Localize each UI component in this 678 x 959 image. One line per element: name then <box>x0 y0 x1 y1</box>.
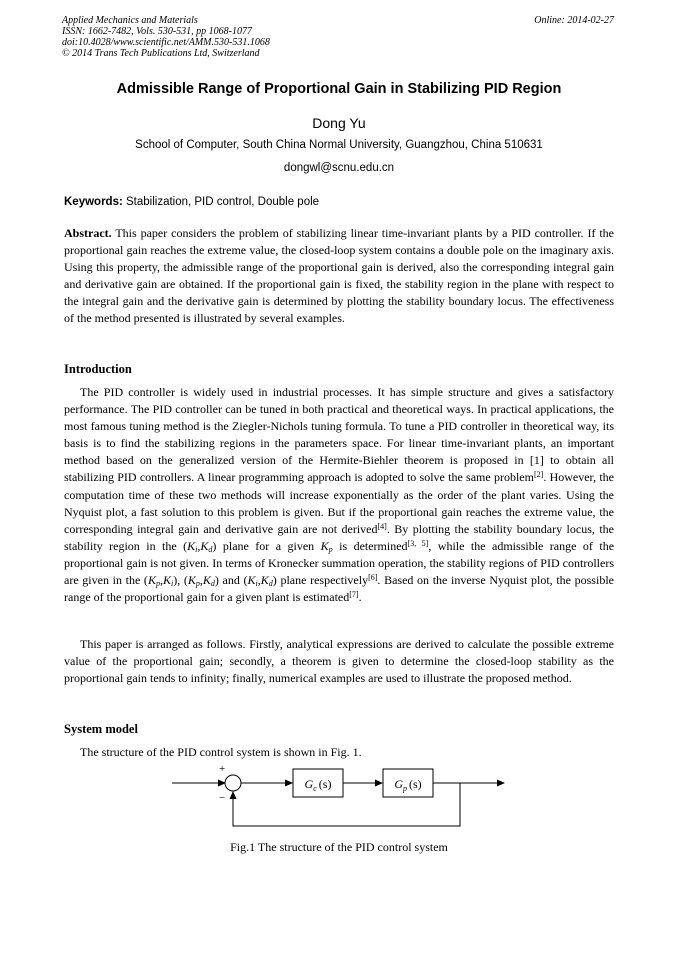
symbol: , <box>199 573 203 588</box>
summing-junction <box>225 775 241 791</box>
author-name: Dong Yu <box>312 115 366 131</box>
symbol: p <box>155 579 160 589</box>
keywords <box>64 196 319 208</box>
keywords-text: Stabilization, PID control, Double pole <box>122 196 320 208</box>
controller-subscript: c <box>313 784 317 793</box>
intro-text: . By plotting the stability boundary locus, the stability region in the ( <box>64 521 614 553</box>
symbol: K <box>260 573 269 588</box>
issn-line: ISSN: 1662-7482, Vols. 530-531, pp 1068-1077 <box>62 26 252 37</box>
symbol: K <box>320 538 329 553</box>
intro-text: ) and ( <box>214 573 248 588</box>
affiliation: School of Computer, South China Normal University, Guangzhou, China 510631 <box>135 139 543 151</box>
symbol: K <box>202 573 211 588</box>
journal-name: Applied Mechanics and Materials <box>62 15 198 26</box>
symbol: , <box>159 573 163 588</box>
figure-caption: Fig.1 The structure of the PID control system <box>230 840 448 854</box>
citation: [7] <box>349 590 359 600</box>
intro-text: , while the admissible range of the proportional gain is not given. In terms of Kronecker summation operation, the stability regions of PID controllers are given in the ( <box>64 538 615 588</box>
symbol: d <box>268 579 273 589</box>
intro-text: ) plane for a given <box>212 538 321 553</box>
paper-title: Admissible Range of Proportional Gain in Stabilizing PID Region <box>116 81 562 97</box>
symbol: d <box>208 544 213 554</box>
intro-text: ) plane respectively <box>272 573 369 588</box>
plant-symbol: G <box>394 777 403 791</box>
intro-text: . Based on the inverse Nyquist plot, the possible range of the proportional gain for a given plant is estimated <box>64 573 614 605</box>
symbol: K <box>247 573 256 588</box>
doi-line: doi:10.4028/www.scientific.net/AMM.530-531.1068 <box>62 37 270 48</box>
copyright-line: © 2014 Trans Tech Publications Ltd, Switzerland <box>62 48 260 59</box>
symbol: p <box>328 544 333 554</box>
symbol: K <box>187 538 196 553</box>
intro-text: . However, the computation time of these two methods will increase exponentially as the order of the plant varies. Using the Nyquist plot, a fast solution to this problem is given. But if the proportional gain reaches the extreme value, the corresponding integral gain and derivative gain are not derived <box>64 470 614 536</box>
journal-meta <box>62 15 270 59</box>
controller-symbol: G <box>304 777 314 791</box>
introduction-paragraph-2: This paper is arranged as follows. Firstly, analytical expressions are derived to calculate the possible extreme value of the proportional gain; secondly, a theorem is given to determine the closed-loop stability as the proportional gain tends to infinity; finally, numerical examples are used to illustrate the proposed method. <box>64 637 614 686</box>
symbol: , <box>257 573 261 588</box>
symbol: d <box>210 579 215 589</box>
introduction-heading: Introduction <box>64 362 132 376</box>
keywords-label: Keywords: <box>64 196 123 208</box>
intro-text: . <box>358 590 362 605</box>
plant-subscript: p <box>403 784 407 793</box>
plant-block <box>383 769 433 797</box>
minus-sign: − <box>219 792 226 804</box>
symbol: , <box>197 538 201 553</box>
pid-block-diagram <box>170 760 510 832</box>
citation: [3, 5] <box>407 538 429 548</box>
citation: [4] <box>377 521 387 531</box>
symbol: i <box>170 579 174 589</box>
author-email: dongwl@scnu.edu.cn <box>283 162 395 174</box>
plus-sign: + <box>219 763 226 775</box>
symbol: i <box>195 544 198 554</box>
system-model-paragraph: The structure of the PID control system is shown in Fig. 1. <box>80 745 362 759</box>
intro-text: is determined <box>332 538 408 553</box>
controller-arg: (s) <box>318 777 332 791</box>
intro-text: The PID controller is widely used in industrial processes. It has simple structure and gives a satisfactory performance. The PID controller can be tuned in both practical and theoretical ways. In practical applications, the most famous tuning method is the Ziegler-Nichols tuning formula. To tune a PID controller in theoretical way, its basis is to find the stabilizing regions in the parameters space. For linear time-invariant plants, an important method based on the generalized version of the Hermite-Biehler theorem is proposed in [1] to obtain all stabilizing PID controllers. A linear programming approach is adopted to solve the same problem <box>64 385 614 485</box>
citation: [2] <box>533 470 544 480</box>
system-model-heading: System model <box>64 722 138 736</box>
introduction-paragraph-1 <box>64 384 614 606</box>
symbol: i <box>255 579 258 589</box>
symbol: K <box>147 573 156 588</box>
abstract-label: Abstract. <box>64 226 112 240</box>
abstract <box>64 225 614 328</box>
citation: [6] <box>368 573 378 583</box>
intro-text: ), ( <box>173 573 188 588</box>
online-date: Online: 2014-02-27 <box>534 15 614 26</box>
symbol: K <box>162 573 171 588</box>
symbol: K <box>187 573 196 588</box>
symbol: K <box>200 538 209 553</box>
abstract-text: This paper considers the problem of stabilizing linear time-invariant plants by a PID controller. If the proportional gain reaches the extreme value, the closed-loop system contains a double pole on the imaginary axis. Using this property, the admissible range of the proportional gain is derived, also the corresponding integral gain and derivative gain are obtained. If the proportional gain is fixed, the stability region in the plane with respect to the integral gain and the derivative gain is determined by plotting the stability boundary locus. The effectiveness of the method presented is illustrated by several examples. <box>64 226 614 326</box>
plant-arg: (s) <box>409 777 422 791</box>
symbol: p <box>195 579 200 589</box>
controller-label <box>305 777 332 793</box>
